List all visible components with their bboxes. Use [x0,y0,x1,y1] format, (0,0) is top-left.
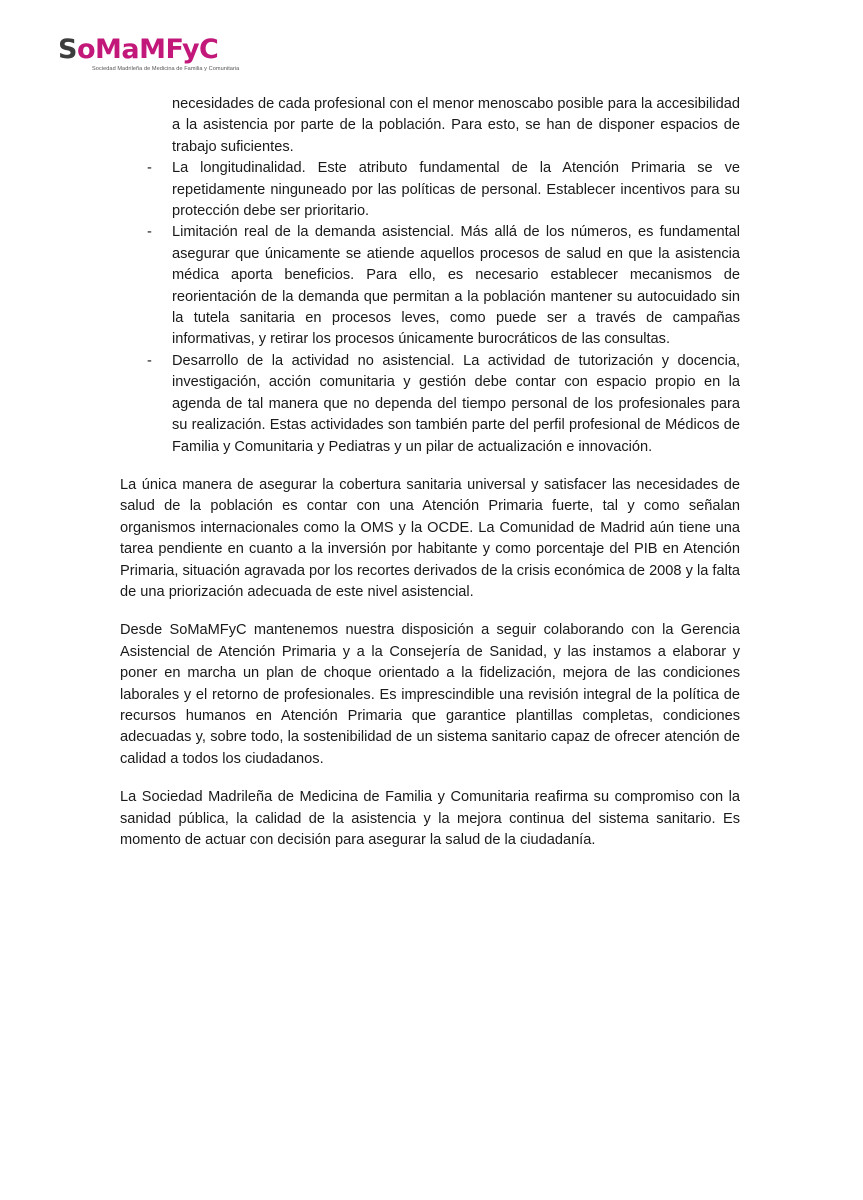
paragraph: La Sociedad Madrileña de Medicina de Familia y Comunitaria reafirma su compromiso con la sanidad pública, la calidad de la asistencia y la mejora continua del sistema sanitario. Es momento de actuar con decisión para asegurar la salud de la ciudadanía. [120,789,740,848]
bullet-dash: - [147,160,152,177]
logo-letters-mamf: MaMF [95,34,182,65]
document-body [120,94,740,851]
bullet-text: La longitudinalidad. Este atributo fundamental de la Atención Primaria se ve repetidamente ninguneado por las políticas de personal. Establecer incentivos para su protección debe ser prioritario. [172,160,740,220]
paragraph: La única manera de asegurar la cobertura sanitaria universal y satisfacer las necesidades de salud de la población es contar con una Atención Primaria fuerte, tal y como señalan organismos internacionales como la OMS y la OCDE. La Comunidad de Madrid aún tiene una tarea pendiente en cuanto a la inversión por habitante y como porcentaje del PIB en Atención Primaria, situación agravada por los recortes derivados de la crisis económica de 2008 y la falta de una priorización adecuada de este nivel asistencial. [120,476,740,600]
paragraph: Desde SoMaMFyC mantenemos nuestra disposición a seguir colaborando con la Gerencia Asistencial de Atención Primaria y a la Consejería de Sanidad, y las instamos a elaborar y poner en marcha un plan de choque orientado a la fidelización, mejora de las condiciones laborales y el retorno de profesionales. Es imprescindible una revisión integral de la política de recursos humanos en Atención Primaria que garantice plantillas completas, condiciones adecuadas y, sobre todo, la sostenibilidad de un sistema sanitario capaz de ofrecer atención de calidad a todos los ciudadanos. [120,622,740,767]
bullet-continuation: necesidades de cada profesional con el menor menoscabo posible para la accesibilidad a la asistencia por parte de la población. Para esto, se han de disponer espacios de trabajo suficientes. [172,96,740,155]
logo-letter-s: S [58,34,77,65]
logo-wordmark [58,34,218,66]
logo-tagline: Sociedad Madrileña de Medicina de Familia y Comunitaria [92,66,240,72]
bullet-list [120,158,740,458]
list-item [120,222,740,350]
bullet-dash: - [147,352,152,369]
logo-letters-yc: yC [181,34,219,65]
bullet-text: Desarrollo de la actividad no asistencial. La actividad de tutorización y docencia, investigación, acción comunitaria y gestión debe contar con espacio propio en la agenda de tal manera que no dependa del tiempo personal de los profesionales para su realización. Estas actividades son también parte del perfil profesional de Médicos de Familia y Comunitaria y Pediatras y un pilar de actualización e innovación. [172,352,740,455]
bullet-text: Limitación real de la demanda asistencial. Más allá de los números, es fundamental asegurar que únicamente se atiende aquellos procesos de salud en que la asistencia médica aporta beneficios. Para ello, es necesario establecer mecanismos de reorientación de la demanda que permitan a la población mantener su autocuidado sin la tutela sanitaria en procesos leves, como puede ser a través de campañas informativas, y retirar los procesos únicamente burocráticos de las consultas. [172,224,740,348]
bullet-dash: - [147,224,152,241]
logo-letter-o: o [76,34,96,65]
somamfyc-logo [58,34,238,78]
list-item [120,351,740,458]
list-item [120,158,740,222]
